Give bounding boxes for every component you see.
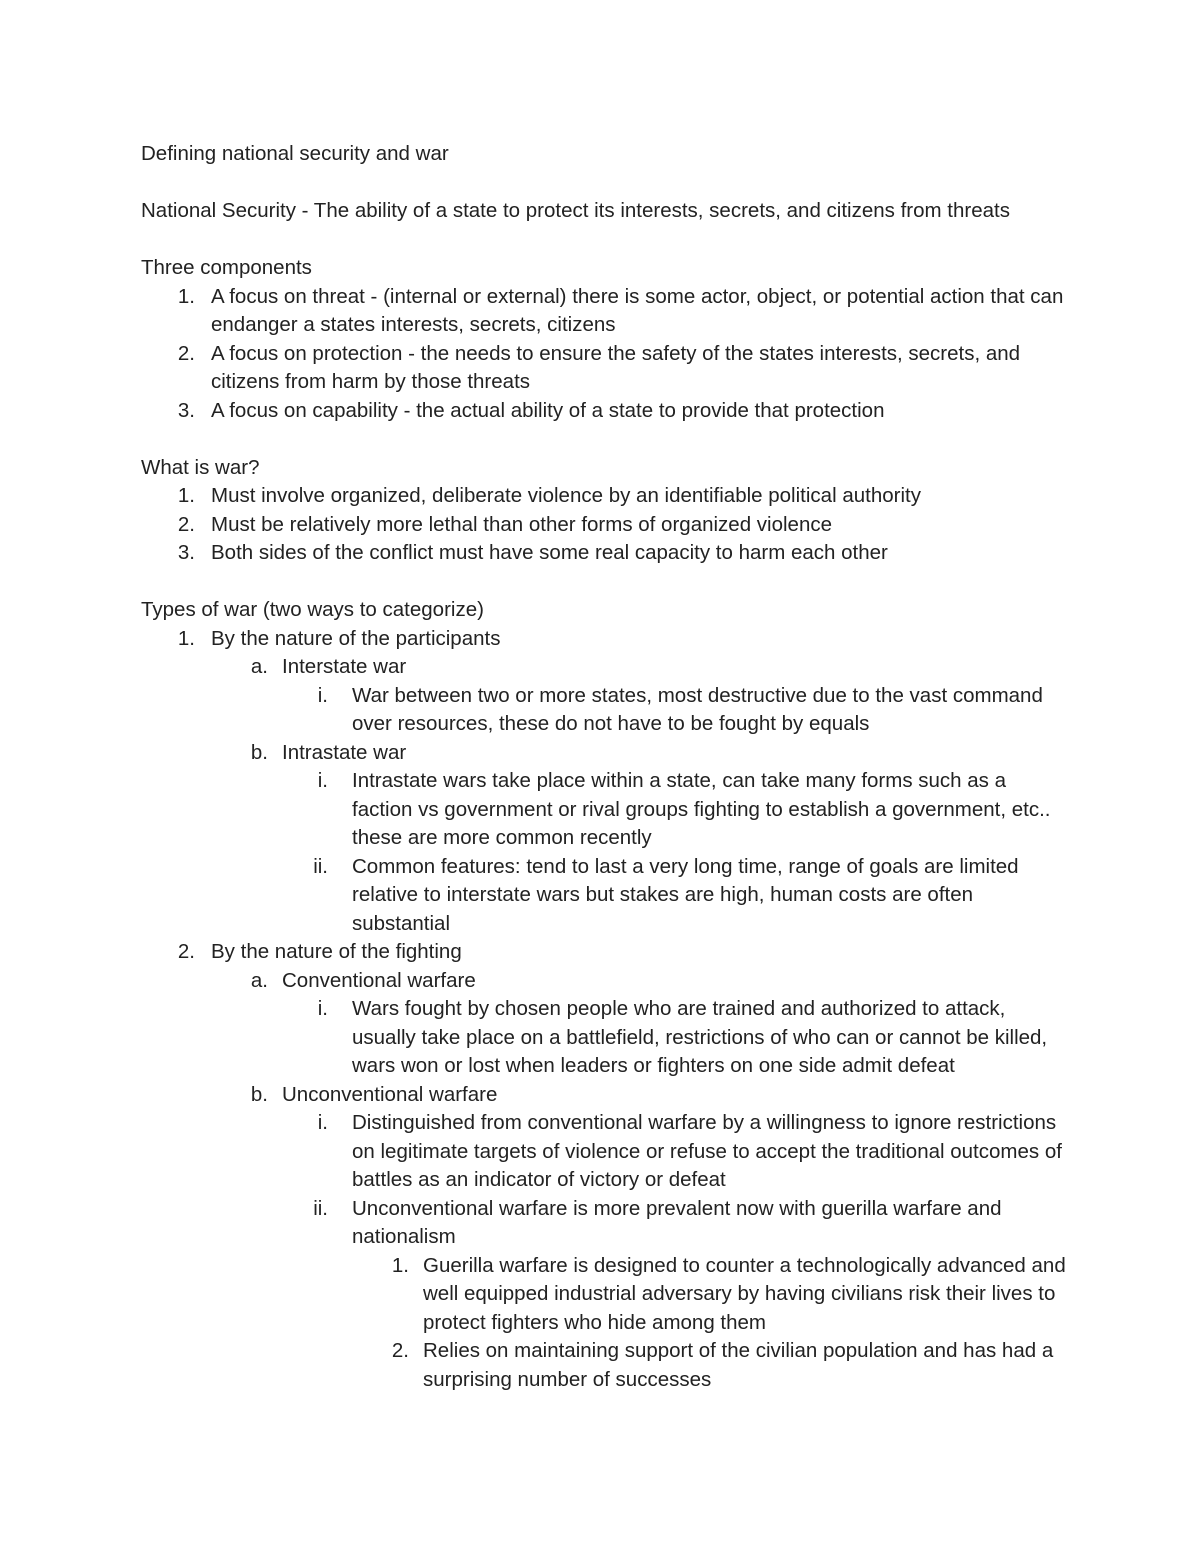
list-item-text: By the nature of the participants — [211, 626, 501, 650]
types-heading: Types of war (two ways to categorize) — [141, 598, 484, 621]
detail-list — [352, 1252, 1071, 1395]
list-item — [141, 283, 1071, 340]
list-item-text: Interstate war — [282, 655, 407, 678]
list-marker: a. — [250, 655, 268, 678]
point-list — [282, 682, 1071, 739]
list-marker: 2. — [177, 940, 195, 963]
list-item-text: Wars fought by chosen people who are trained and authorized to attack, usually take place on a battlefield, restrictions of who can or cannot be killed, wars won or lost when leaders or fighters on one side admit defeat — [352, 997, 1048, 1077]
list-item-text: Guerilla warfare is designed to counter a technologically advanced and well equipped industrial adversary by having civilians risk their lives to protect fighters who hide among them — [423, 1253, 1066, 1334]
sub-list — [211, 653, 1071, 938]
list-marker: 2. — [391, 1339, 409, 1362]
list-marker: a. — [250, 968, 268, 992]
list-marker: 3. — [177, 398, 195, 422]
list-item — [282, 853, 1071, 939]
list-item-text: Unconventional warfare is more prevalent now with guerilla warfare and nationalism — [352, 1196, 1002, 1248]
point-list — [282, 995, 1071, 1081]
war-criteria-list — [141, 482, 1071, 568]
list-item-text: Common features: tend to last a very long time, range of goals are limited relative to interstate wars but stakes are high, human costs are often substantial — [352, 854, 1019, 935]
war-heading: What is war? — [141, 455, 260, 479]
list-item — [211, 739, 1071, 939]
list-item — [282, 995, 1071, 1081]
list-item-text: A focus on protection - the needs to ensure the safety of the states interests, secrets, and citizens from harm by those threats — [211, 341, 1021, 393]
list-item-text: Intrastate wars take place within a state, can take many forms such as a faction vs government or rival groups fighting to establish a government, etc.. these are more common recently — [352, 769, 1051, 849]
types-list — [141, 625, 1071, 1395]
list-item-text: Must involve organized, deliberate violence by an identifiable political authority — [211, 484, 921, 507]
list-marker: 1. — [177, 484, 195, 507]
list-item — [282, 682, 1071, 739]
point-list — [282, 767, 1071, 938]
list-marker: i. — [317, 683, 328, 707]
list-marker: b. — [250, 740, 268, 764]
list-item — [141, 539, 1071, 568]
components-list — [141, 283, 1071, 426]
list-item-text: Relies on maintaining support of the civilian population and has had a surprising number of successes — [423, 1339, 1054, 1391]
list-marker: 2. — [177, 341, 195, 365]
list-marker: b. — [250, 1082, 268, 1106]
list-item-text: Unconventional warfare — [282, 1082, 498, 1106]
list-marker: ii. — [313, 854, 328, 878]
list-item-text: Both sides of the conflict must have some real capacity to harm each other — [211, 541, 888, 564]
list-item — [282, 1109, 1071, 1195]
list-item-text: Distinguished from conventional warfare by a willingness to ignore restrictions on legitimate targets of violence or refuse to accept the traditional outcomes of battles as an indicator of victory or defeat — [352, 1111, 1062, 1191]
list-item — [282, 1195, 1071, 1395]
list-item-text: Conventional warfare — [282, 968, 476, 992]
list-item-text: A focus on threat - (internal or external) there is some actor, object, or potential action that can endanger a states interests, secrets, citizens — [211, 284, 1064, 336]
list-item — [282, 767, 1071, 853]
list-marker: i. — [317, 769, 328, 792]
list-item — [141, 511, 1071, 540]
sub-list — [211, 967, 1071, 1395]
list-marker: 2. — [177, 512, 195, 536]
list-marker: i. — [317, 1111, 328, 1134]
list-item — [141, 625, 1071, 939]
document-title: Defining national security and war — [141, 142, 449, 165]
list-marker: 3. — [177, 541, 195, 564]
list-item-text: War between two or more states, most destructive due to the vast command over resources, these do not have to be fought by equals — [352, 683, 1043, 735]
list-item — [141, 482, 1071, 511]
list-item-text: A focus on capability - the actual ability of a state to provide that protection — [211, 398, 885, 422]
list-item — [141, 938, 1071, 1394]
list-item — [352, 1252, 1071, 1338]
list-marker: ii. — [313, 1196, 328, 1220]
list-item-text: Intrastate war — [282, 740, 407, 764]
national-security-definition: National Security - The ability of a state to protect its interests, secrets, and citizens from threats — [141, 199, 1010, 222]
list-marker: 1. — [177, 284, 195, 308]
list-item — [211, 1081, 1071, 1395]
list-item — [211, 653, 1071, 739]
list-item — [211, 967, 1071, 1081]
list-marker: i. — [317, 997, 328, 1020]
point-list — [282, 1109, 1071, 1394]
list-item-text: Must be relatively more lethal than other forms of organized violence — [211, 512, 833, 536]
list-marker: 1. — [177, 626, 195, 650]
list-item — [141, 340, 1071, 397]
list-item — [352, 1337, 1071, 1394]
list-item-text: By the nature of the fighting — [211, 940, 462, 963]
document-page — [141, 140, 1071, 1394]
list-marker: 1. — [391, 1253, 409, 1277]
components-heading: Three components — [141, 256, 312, 279]
list-item — [141, 397, 1071, 426]
